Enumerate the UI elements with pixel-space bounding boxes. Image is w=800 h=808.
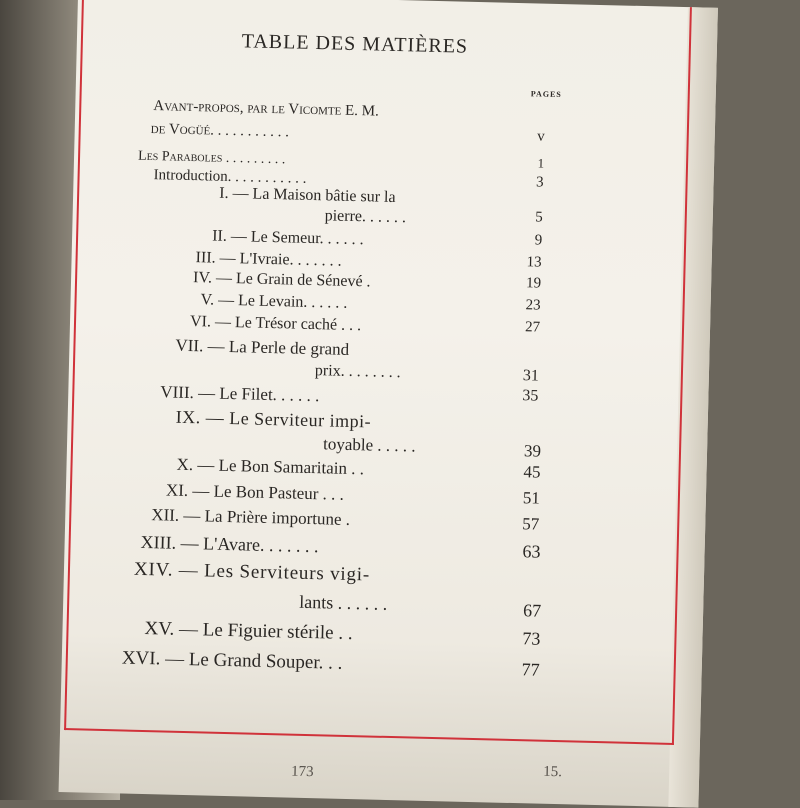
toc-page-number: 3 (535, 174, 544, 191)
toc-page-number: 45 (523, 462, 541, 482)
toc-page-number: 39 (523, 441, 542, 461)
table-of-contents (60, 0, 718, 748)
toc-entry: toyable . . . . . (322, 434, 416, 456)
pages-column-header: PAGES (530, 89, 562, 100)
page-title: TABLE DES MATIÈRES (241, 30, 469, 58)
toc-page-number: 9 (534, 232, 543, 249)
toc-page-number: 67 (522, 600, 542, 621)
toc-entry: XVI. — Le Grand Souper. . . (121, 647, 343, 674)
toc-page-number: 57 (522, 514, 540, 534)
toc-entry: II. — Le Semeur. . . . . . (211, 227, 364, 249)
toc-entry: I. — La Maison bâtie sur la (219, 184, 396, 206)
footer-right-number: 15. (542, 763, 563, 781)
toc-page-number: 77 (521, 659, 540, 680)
toc-entry: Les Paraboles . . . . . . . . . (137, 148, 286, 168)
toc-entry: XV. — Le Figuier stérile . . (144, 617, 353, 645)
toc-entry: VI. — Le Trésor caché . . . (189, 313, 362, 335)
toc-entry: VIII. — Le Filet. . . . . . (160, 382, 320, 406)
toc-entry: Avant-propos, par le Vicomte E. M. (153, 98, 380, 120)
toc-page-number: v (537, 128, 545, 145)
toc-page-number: 63 (522, 541, 541, 562)
toc-page-number: 73 (522, 628, 541, 649)
toc-entry: V. — Le Levain. . . . . . (200, 291, 348, 312)
toc-entry: lants . . . . . . (299, 591, 388, 614)
toc-entry: XIV. — Les Serviteurs vigi- (133, 558, 371, 586)
toc-entry: XI. — Le Bon Pasteur . . . (165, 480, 345, 504)
toc-entry: IV. — Le Grain de Sénevé . (192, 269, 371, 291)
toc-entry: IX. — Le Serviteur impi- (175, 406, 372, 432)
toc-page-number: 13 (526, 254, 542, 271)
toc-entry: pierre. . . . . . (324, 207, 407, 227)
toc-page-number: 51 (522, 488, 541, 508)
toc-entry: VII. — La Perle de grand (175, 335, 350, 359)
toc-page-number: 5 (535, 209, 543, 226)
toc-page-number: 31 (522, 367, 540, 385)
toc-entry: XII. — La Prière importune . (151, 505, 351, 529)
footer-left-number: 173 (290, 763, 314, 781)
toc-page-number: 23 (525, 297, 541, 314)
toc-entry: prix. . . . . . . . (314, 362, 401, 382)
toc-page-number: 19 (525, 275, 542, 292)
toc-entry: de Vogüé. . . . . . . . . . . (150, 121, 290, 141)
toc-entry: XIII. — L'Avare. . . . . . . (140, 531, 319, 557)
toc-entry: III. — L'Ivraie. . . . . . . (195, 249, 342, 270)
toc-page-number: 1 (537, 155, 545, 171)
book-page (59, 0, 718, 808)
toc-page-number: 35 (522, 387, 539, 405)
toc-page-number: 27 (524, 319, 541, 336)
toc-entry: Introduction. . . . . . . . . . . (153, 167, 307, 187)
toc-entry: X. — Le Bon Samaritain . . (176, 454, 365, 479)
